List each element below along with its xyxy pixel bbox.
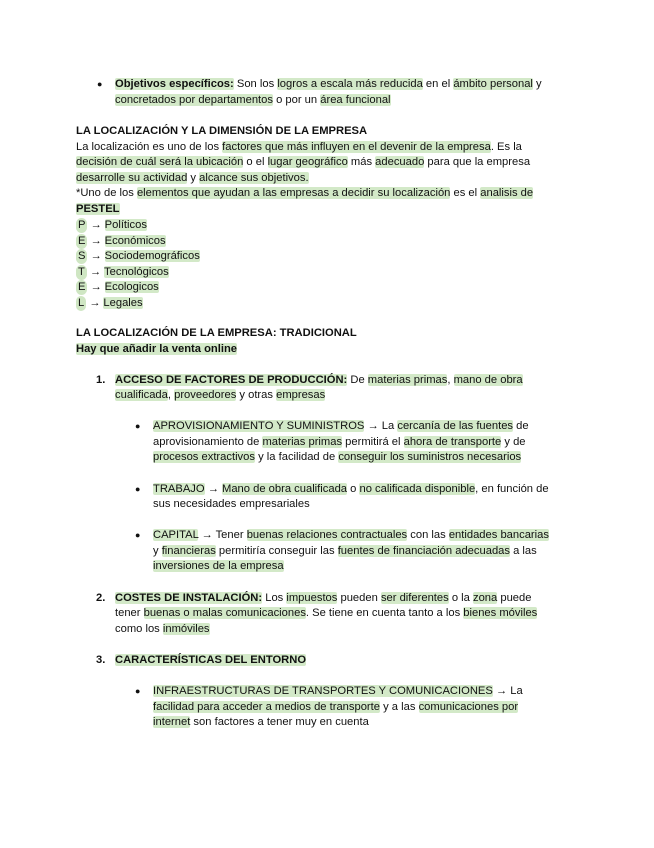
highlighted-text: proveedores (174, 389, 237, 401)
highlighted-text: impuestos (286, 592, 338, 604)
highlighted-text: financieras (161, 545, 216, 557)
highlighted-text: Mano de obra cualificada (222, 483, 348, 495)
pestel-item (76, 249, 200, 264)
highlighted-text: CAPITAL (153, 529, 199, 541)
paragraph-line (153, 700, 518, 715)
text-run: → Tener (198, 529, 247, 541)
text-run: → La (492, 685, 523, 697)
highlighted-text: ACCESO DE FACTORES DE PRODUCCIÓN: (115, 374, 348, 386)
text-run: y a las (380, 701, 419, 713)
highlighted-text: analisis de (480, 187, 534, 199)
highlighted-text: bienes móviles (463, 607, 538, 619)
arrow-icon: → (89, 296, 101, 309)
text-run: pueden (337, 592, 381, 604)
pestel-item (76, 265, 169, 280)
paragraph-line (153, 482, 549, 497)
pestel-text: Políticos (104, 219, 147, 231)
text-run: . Se tiene en cuenta tanto a los (305, 607, 464, 619)
highlighted-text: ámbito personal (453, 78, 533, 90)
text-run: o (347, 483, 360, 495)
text-run: y de (501, 436, 526, 448)
section-heading: LA LOCALIZACIÓN DE LA EMPRESA: TRADICIONAL (76, 327, 357, 339)
text-run: y (532, 78, 542, 90)
pestel-label: PESTEL (76, 203, 120, 215)
arrow-icon: → (89, 265, 102, 278)
pestel-text: Legales (103, 296, 143, 309)
highlighted-text: cercanía de las fuentes (397, 420, 514, 432)
highlighted-text: internet (153, 716, 191, 728)
text-run: con las (407, 529, 449, 541)
pestel-text: Tecnológicos (104, 265, 169, 278)
text-run: y (187, 172, 200, 184)
highlighted-text: buenas o malas comunicaciones (143, 607, 306, 619)
paragraph-line (115, 591, 531, 606)
paragraph-line (76, 155, 530, 170)
highlighted-text: no calificada disponible (359, 483, 476, 495)
highlighted-text: inmóviles (162, 623, 210, 635)
bullet: ● (97, 79, 103, 89)
paragraph-line (115, 622, 210, 637)
paragraph-line (76, 140, 522, 155)
paragraph-line (115, 606, 537, 621)
paragraph-line (153, 684, 523, 699)
highlighted-text: TRABAJO (153, 483, 205, 495)
paragraph-line (153, 497, 310, 512)
paragraph-line (115, 373, 523, 388)
section-heading: LA LOCALIZACIÓN Y LA DIMENSIÓN DE LA EMPRESA (76, 125, 368, 137)
list-heading: CARACTERÍSTICAS DEL ENTORNO (115, 654, 307, 666)
highlighted-text: adecuado (375, 156, 425, 168)
section-subheading: Hay que añadir la venta online (76, 343, 238, 355)
highlighted-text: buenas relaciones contractuales (246, 529, 408, 541)
paragraph-line (153, 435, 526, 450)
arrow-icon: → (90, 250, 102, 262)
pestel-text: Sociodemográficos (104, 250, 200, 262)
highlighted-text: materias primas (367, 374, 448, 386)
pestel-letter: L (78, 296, 85, 309)
pestel-letter: E (78, 281, 86, 293)
text-run: para que la empresa (424, 156, 531, 168)
text-run: es el (450, 187, 481, 199)
text-run: o la (448, 592, 473, 604)
list-number: 3. (96, 654, 106, 666)
highlighted-text: conseguir los suministros necesarios (338, 451, 522, 463)
pestel-item (76, 296, 143, 311)
highlighted-text: APROVISIONAMIENTO Y SUMINISTROS (153, 420, 365, 432)
highlighted-text: área funcional (320, 94, 391, 106)
text-run: , (447, 374, 454, 386)
pestel-item (76, 234, 166, 249)
text-run: más (347, 156, 376, 168)
pestel-text: Ecologicos (104, 281, 159, 293)
pestel-letter: S (78, 250, 86, 262)
paragraph-line (153, 559, 284, 574)
highlighted-text: comunicaciones por (418, 701, 519, 713)
highlighted-text: decisión de cuál será la ubicación (76, 156, 244, 168)
text-run: → La (364, 420, 398, 432)
text-run: a las (509, 545, 537, 557)
text-run: Los (262, 592, 287, 604)
pestel-item (76, 280, 159, 295)
highlighted-text: Objetivos específicos: (115, 78, 234, 90)
highlighted-text: elementos que ayudan a las empresas a decidir su localización (136, 187, 451, 199)
highlighted-text: concretados por departamentos (115, 94, 273, 106)
highlighted-text: materias primas (262, 436, 343, 448)
paragraph-line (115, 93, 391, 108)
highlighted-text: cualificada (115, 389, 168, 401)
text-run: de (513, 420, 529, 432)
highlighted-text: inversiones de la empresa (153, 560, 284, 572)
paragraph-line (115, 388, 325, 403)
highlighted-text: zona (472, 592, 498, 604)
highlighted-text: COSTES DE INSTALACIÓN: (115, 592, 263, 604)
text-run: tener (115, 607, 144, 619)
text-run: permitiría conseguir las (215, 545, 338, 557)
highlighted-text: empresas (276, 389, 326, 401)
arrow-icon: → (90, 219, 102, 231)
paragraph-line (76, 171, 309, 186)
text-run: en el (422, 78, 454, 90)
pestel-letter: E (78, 234, 86, 247)
paragraph-line (153, 528, 549, 543)
text-run: o el (243, 156, 268, 168)
highlighted-text: alcance sus objetivos. (199, 172, 309, 184)
highlighted-text: entidades bancarias (448, 529, 549, 541)
text-run: De (347, 374, 368, 386)
highlighted-text: INFRAESTRUCTURAS DE TRANSPORTES Y COMUNICACIONES (153, 685, 493, 697)
text-run: , en función de (475, 483, 549, 495)
arrow-icon: → (90, 234, 102, 247)
text-run: , (167, 389, 175, 401)
text-run: y (153, 545, 162, 557)
text-run: y la facilidad de (254, 451, 339, 463)
highlighted-text: facilidad para acceder a medios de transporte (153, 701, 380, 713)
text-run: permitirá el (342, 436, 404, 448)
bullet: ● (135, 686, 141, 696)
pestel-item (76, 218, 147, 233)
paragraph-line (153, 715, 369, 730)
highlighted-text: desarrolle su actividad (76, 172, 188, 184)
text-run: aprovisionamiento de (153, 436, 263, 448)
text-run: y otras (236, 389, 277, 401)
text-run: *Uno de los (76, 187, 137, 199)
pestel-letter: P (78, 219, 86, 231)
highlighted-text: ser diferentes (380, 592, 449, 604)
text-run: son factores a tener muy en cuenta (190, 716, 369, 728)
pestel-text: Económicos (104, 234, 166, 247)
highlighted-text: factores que más influyen en el devenir de la empresa (222, 141, 491, 153)
bullet: ● (135, 484, 141, 494)
highlighted-text: fuentes de financiación adecuadas (337, 545, 510, 557)
text-run: → (204, 483, 223, 495)
bullet: ● (135, 530, 141, 540)
highlighted-text: lugar geográfico (267, 156, 348, 168)
list-number: 1. (96, 374, 106, 386)
text-run: o por un (272, 94, 321, 106)
text-run: sus necesidades empresariales (153, 498, 310, 510)
text-run: . Es la (490, 141, 522, 153)
highlighted-text: logros a escala más reducida (277, 78, 423, 90)
highlighted-text: ahora de transporte (403, 436, 502, 448)
text-run: La localización es uno de los (76, 141, 223, 153)
paragraph-line (115, 77, 542, 92)
text-run: como los (115, 623, 163, 635)
bullet: ● (135, 421, 141, 431)
text-run: puede (497, 592, 532, 604)
paragraph-line (76, 186, 533, 201)
paragraph-line (153, 544, 537, 559)
highlighted-text: procesos extractivos (153, 451, 255, 463)
pestel-letter: T (78, 265, 85, 278)
paragraph-line (153, 450, 521, 465)
text-run: Son los (233, 78, 278, 90)
list-number: 2. (96, 592, 106, 604)
highlighted-text: mano de obra (453, 374, 523, 386)
paragraph-line (153, 419, 529, 434)
arrow-icon: → (90, 281, 102, 293)
